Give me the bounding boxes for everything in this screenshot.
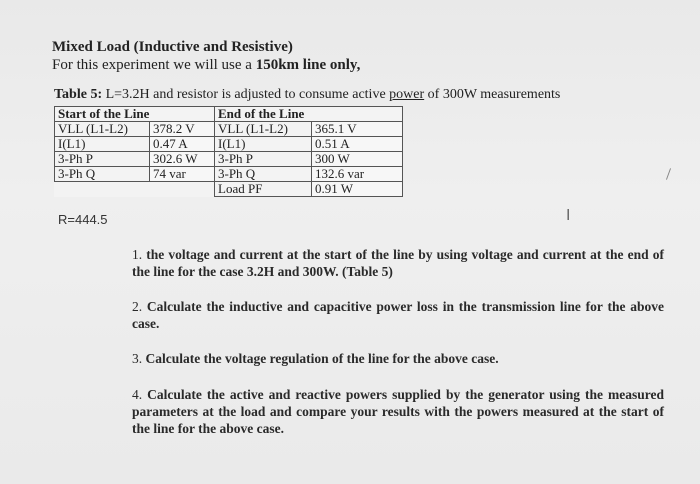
- end-value: 300 W: [312, 152, 403, 167]
- section-subtitle: [52, 56, 360, 74]
- header-end-of-line: End of the Line: [215, 107, 403, 122]
- start-value: 378.2 V: [150, 122, 215, 137]
- pen-mark: [666, 168, 671, 180]
- start-value: 0.47 A: [150, 137, 215, 152]
- question-item: [132, 298, 664, 332]
- end-value: 132.6 var: [312, 167, 403, 182]
- question-text: the voltage and current at the start of the line by using voltage and current at the end of the line for the case 3.2H and 300W. (Table 5): [132, 247, 665, 279]
- resistance-value: R=444.5: [58, 212, 108, 227]
- question-number: 4.: [132, 387, 143, 402]
- subtitle-text: For this experiment we will use a: [52, 57, 256, 73]
- end-label: Load PF: [215, 182, 312, 197]
- question-text: Calculate the active and reactive powers supplied by the generator using the measured parameters at the load and compare your results with the powers measured at the start of the line for the above case.: [132, 387, 664, 436]
- start-label: 3-Ph P: [55, 152, 150, 167]
- table-row: [55, 137, 403, 152]
- section-heading: [52, 38, 360, 74]
- caption-text: L=3.2H and resistor is adjusted to consume active: [102, 87, 390, 102]
- end-value: 365.1 V: [312, 122, 403, 137]
- end-label: VLL (L1-L2): [215, 122, 312, 137]
- question-text: Calculate the voltage regulation of the line for the above case.: [145, 351, 499, 366]
- measurement-table: [54, 106, 403, 197]
- start-value: [150, 182, 215, 197]
- table-row: [55, 167, 403, 182]
- end-label: 3-Ph Q: [215, 167, 312, 182]
- start-label: I(L1): [55, 137, 150, 152]
- table-row: [55, 152, 403, 167]
- subtitle-line-length: 150km line only,: [255, 57, 361, 73]
- caption-underlined: power: [389, 87, 425, 102]
- end-label: 3-Ph P: [215, 152, 312, 167]
- start-label: 3-Ph Q: [55, 167, 150, 182]
- caption-text-end: of 300W measurements: [424, 87, 561, 102]
- table-row: [55, 122, 403, 137]
- start-value: 74 var: [150, 167, 215, 182]
- question-number: 3.: [132, 351, 143, 366]
- question-number: 2.: [132, 299, 143, 314]
- header-start-of-line: Start of the Line: [55, 107, 215, 122]
- question-number: 1.: [132, 247, 143, 262]
- table-label: Table 5:: [54, 87, 103, 102]
- table-row: [55, 182, 403, 197]
- section-title: Mixed Load (Inductive and Resistive): [52, 39, 293, 55]
- question-item: [132, 350, 499, 367]
- end-value: 0.91 W: [312, 182, 403, 197]
- end-label: I(L1): [215, 137, 312, 152]
- table-caption: [54, 87, 560, 103]
- start-label: VLL (L1-L2): [55, 122, 150, 137]
- start-label: [55, 182, 150, 197]
- end-value: 0.51 A: [312, 137, 403, 152]
- question-item: [132, 246, 664, 280]
- question-item: [132, 386, 664, 437]
- table-header-row: [55, 107, 403, 122]
- text-cursor-icon: I: [566, 206, 571, 224]
- start-value: 302.6 W: [150, 152, 215, 167]
- question-text: Calculate the inductive and capacitive power loss in the transmission line for the above case.: [132, 299, 665, 331]
